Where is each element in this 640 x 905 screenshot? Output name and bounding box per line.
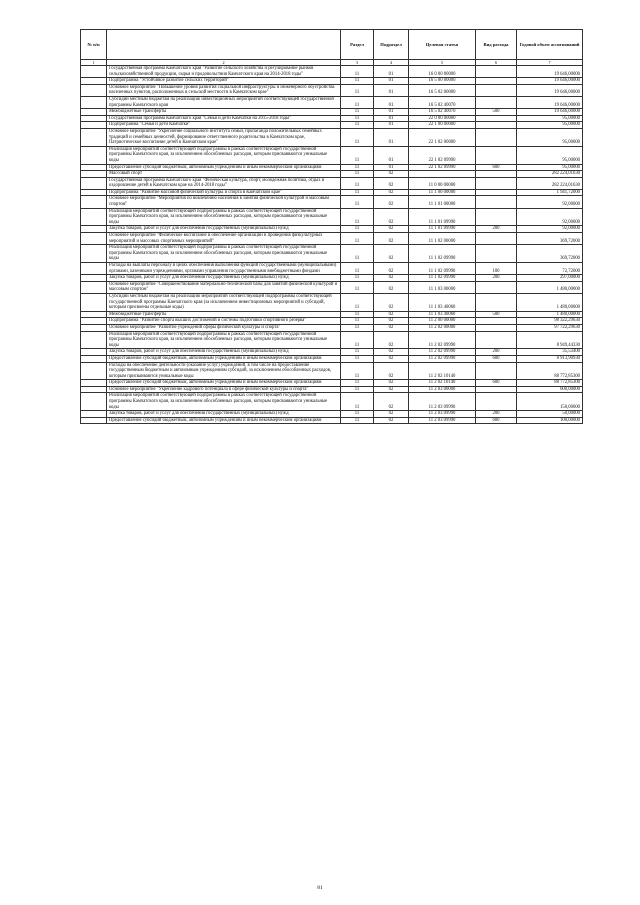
row-csr-cell: 11 1 03 40060 — [409, 311, 476, 318]
row-number-cell — [81, 362, 107, 380]
table-row — [81, 324, 583, 331]
row-number-cell — [81, 233, 107, 245]
row-sum-cell: 19 646,00000 — [517, 66, 583, 78]
row-podrazdel-cell: 02 — [374, 311, 409, 318]
row-sum-cell: 98 322,29630 — [517, 318, 583, 325]
row-number-cell — [81, 275, 107, 282]
row-vr-cell — [476, 78, 517, 85]
header-name — [107, 30, 341, 60]
row-vr-cell — [476, 281, 517, 293]
row-name-cell: Подпрограмма "Устойчивое развитие сельских территорий" — [107, 78, 341, 85]
row-podrazdel-cell: 02 — [374, 355, 409, 362]
row-name-cell: Субсидии местным бюджетам на реализацию мероприятий соответствующей подпрограммы соответствующей государственной программы Камчатского края (за исключением инвестиционных мероприятий и субсидий, которым присвоены отдельные коды) — [107, 293, 341, 311]
row-razdel-cell: 11 — [341, 318, 374, 325]
row-number-cell — [81, 177, 107, 189]
row-csr-cell: 11 2 02 09990 — [409, 331, 476, 349]
row-name-cell: Подпрограмма "Развитие массовой физической культуры и спорта в Камчатском крае" — [107, 189, 341, 196]
row-number-cell — [81, 96, 107, 108]
row-number-cell — [81, 128, 107, 146]
row-name-cell: Основное мероприятие "Мероприятия по вовлечению населения в занятия физической культурой и массовым спортом" — [107, 196, 341, 208]
row-name-cell: Закупка товаров, работ и услуг для обеспечения государственных (муниципальных) нужд — [107, 226, 341, 233]
column-number: 2 — [107, 60, 341, 66]
row-podrazdel-cell: 02 — [374, 226, 409, 233]
header-razdel: Раздел — [341, 30, 374, 60]
column-number: 5 — [409, 60, 476, 66]
row-number-cell — [81, 380, 107, 387]
row-number-cell — [81, 393, 107, 411]
row-razdel-cell: 11 — [341, 233, 374, 245]
row-csr-cell: 22 1 02 09990 — [409, 164, 476, 171]
row-csr-cell: 11 2 02 09990 — [409, 349, 476, 356]
row-sum-cell: 19 646,00000 — [517, 78, 583, 85]
table-row — [81, 164, 583, 171]
row-csr-cell: 11 1 02 09990 — [409, 245, 476, 263]
row-number-cell — [81, 293, 107, 311]
row-podrazdel-cell: 01 — [374, 78, 409, 85]
row-sum-cell: 95,00000 — [517, 122, 583, 129]
row-name-cell: Межбюджетные трансферты — [107, 109, 341, 116]
row-vr-cell: 600 — [476, 164, 517, 171]
row-razdel-cell: 11 — [341, 109, 374, 116]
row-name-cell: Реализация мероприятий соответствующей подпрограммы в рамках соответствующей государственной программы Камчатского края, за исключением обособленных расходов, которым присваиваются уникальные коды — [107, 393, 341, 411]
row-number-cell — [81, 331, 107, 349]
row-csr-cell: 11 2 03 09990 — [409, 411, 476, 418]
row-sum-cell: 369,72000 — [517, 245, 583, 263]
row-csr-cell: 11 2 02 10140 — [409, 362, 476, 380]
row-number-cell — [81, 318, 107, 325]
row-razdel-cell: 11 — [341, 331, 374, 349]
row-vr-cell: 600 — [476, 417, 517, 424]
row-name-cell: Реализация мероприятий соответствующей подпрограммы в рамках соответствующей государственной программы Камчатского края, за исключением обособленных расходов, которым присваиваются уникальные коды — [107, 208, 341, 226]
row-number-cell — [81, 324, 107, 331]
row-number-cell — [81, 281, 107, 293]
table-row — [81, 245, 583, 263]
row-razdel-cell: 11 — [341, 208, 374, 226]
row-sum-cell: 1 480,00000 — [517, 293, 583, 311]
row-vr-cell: 200 — [476, 275, 517, 282]
row-razdel-cell: 11 — [341, 263, 374, 275]
row-csr-cell: 22 1 02 00000 — [409, 128, 476, 146]
row-podrazdel-cell: 02 — [374, 362, 409, 380]
row-vr-cell — [476, 318, 517, 325]
row-sum-cell: 88 772,85300 — [517, 380, 583, 387]
row-number-cell — [81, 208, 107, 226]
table-row — [81, 293, 583, 311]
row-name-cell: Закупка товаров, работ и услуг для обеспечения государственных (муниципальных) нужд — [107, 349, 341, 356]
row-razdel-cell: 11 — [341, 311, 374, 318]
table-row — [81, 275, 583, 282]
row-number-cell — [81, 115, 107, 122]
row-csr-cell: 11 1 00 00000 — [409, 189, 476, 196]
row-sum-cell: 95,00000 — [517, 164, 583, 171]
row-razdel-cell: 11 — [341, 275, 374, 282]
row-name-cell: Государственная программа Камчатского края "Развитие сельского хозяйства и регулирование рынков сельскохозяйственной продукции, сырья и продовольствия Камчатского края на 2014-2018 годы" — [107, 66, 341, 78]
row-podrazdel-cell: 02 — [374, 208, 409, 226]
table-row — [81, 226, 583, 233]
table-row — [81, 263, 583, 275]
row-number-cell — [81, 109, 107, 116]
row-number-cell — [81, 122, 107, 129]
table-row — [81, 355, 583, 362]
row-csr-cell: 11 2 02 10140 — [409, 380, 476, 387]
row-number-cell — [81, 349, 107, 356]
row-vr-cell — [476, 196, 517, 208]
row-name-cell: Реализация мероприятий соответствующей подпрограммы в рамках соответствующей государственной программы Камчатского края, за исключением обособленных расходов, которым присваиваются уникальные коды — [107, 331, 341, 349]
row-vr-cell: 200 — [476, 349, 517, 356]
row-razdel-cell: 11 — [341, 115, 374, 122]
column-number: 6 — [476, 60, 517, 66]
row-csr-cell: 16 5 02 00000 — [409, 84, 476, 96]
row-number-cell — [81, 226, 107, 233]
table-row — [81, 417, 583, 424]
row-podrazdel-cell: 02 — [374, 324, 409, 331]
row-vr-cell — [476, 324, 517, 331]
header-podrazdel: Подраздел — [374, 30, 409, 60]
row-sum-cell: 92,00000 — [517, 196, 583, 208]
row-csr-cell: 11 2 02 09990 — [409, 355, 476, 362]
column-number: 4 — [374, 60, 409, 66]
row-podrazdel-cell: 02 — [374, 349, 409, 356]
row-number-cell — [81, 78, 107, 85]
table-row — [81, 177, 583, 189]
row-name-cell: Закупка товаров, работ и услуг для обеспечения государственных (муниципальных) нужд — [107, 411, 341, 418]
table-row — [81, 349, 583, 356]
row-podrazdel-cell: 02 — [374, 177, 409, 189]
table-row — [81, 78, 583, 85]
table-row — [81, 122, 583, 129]
row-csr-cell: 22 1 00 00000 — [409, 122, 476, 129]
row-number-cell — [81, 245, 107, 263]
table-row — [81, 331, 583, 349]
table-body — [81, 66, 583, 424]
row-sum-cell: 19 646,00000 — [517, 109, 583, 116]
column-number: 1 — [81, 60, 107, 66]
table-row — [81, 362, 583, 380]
row-podrazdel-cell: 02 — [374, 417, 409, 424]
row-number-cell — [81, 66, 107, 78]
table-row — [81, 146, 583, 164]
row-sum-cell: 600,00000 — [517, 386, 583, 393]
row-sum-cell: 50,00000 — [517, 411, 583, 418]
row-razdel-cell: 11 — [341, 293, 374, 311]
row-csr-cell: 11 1 03 40060 — [409, 293, 476, 311]
row-csr-cell: 16 5 02 40070 — [409, 109, 476, 116]
table-row — [81, 115, 583, 122]
row-podrazdel-cell: 02 — [374, 393, 409, 411]
row-podrazdel-cell: 01 — [374, 109, 409, 116]
row-csr-cell: 11 1 01 09990 — [409, 226, 476, 233]
row-vr-cell — [476, 84, 517, 96]
row-razdel-cell: 11 — [341, 84, 374, 96]
row-razdel-cell: 11 — [341, 362, 374, 380]
row-podrazdel-cell: 01 — [374, 84, 409, 96]
row-csr-cell: 11 0 00 00000 — [409, 177, 476, 189]
row-razdel-cell: 11 — [341, 189, 374, 196]
row-name-cell: Государственная программа Камчатского края "Физическая культура, спорт, молодежная политика, отдых и оздоровление детей в Камчатском крае на 2014-2018 годы" — [107, 177, 341, 189]
row-vr-cell: 500 — [476, 311, 517, 318]
row-sum-cell: 369,72000 — [517, 233, 583, 245]
row-podrazdel-cell: 01 — [374, 128, 409, 146]
row-csr-cell: 16 5 02 40070 — [409, 96, 476, 108]
column-number: 3 — [341, 60, 374, 66]
table-row — [81, 386, 583, 393]
row-sum-cell: 95,00000 — [517, 115, 583, 122]
row-sum-cell: 1 480,00000 — [517, 281, 583, 293]
row-csr-cell: 16 0 00 00000 — [409, 66, 476, 78]
row-name-cell: Основное мероприятие "Укрепление кадрового потенциала в сфере физической культуры и спорта" — [107, 386, 341, 393]
row-razdel-cell: 11 — [341, 96, 374, 108]
row-vr-cell — [476, 122, 517, 129]
row-sum-cell: 282 224,01630 — [517, 177, 583, 189]
row-number-cell — [81, 196, 107, 208]
row-vr-cell — [476, 362, 517, 380]
row-csr-cell: 11 1 02 00000 — [409, 233, 476, 245]
row-sum-cell: 100,00000 — [517, 417, 583, 424]
table-row — [81, 128, 583, 146]
row-name-cell: Массовый спорт — [107, 171, 341, 178]
row-razdel-cell: 11 — [341, 128, 374, 146]
row-razdel-cell: 11 — [341, 196, 374, 208]
row-sum-cell: 1 480,00000 — [517, 311, 583, 318]
row-name-cell: Предоставление субсидий бюджетным, автономным учреждениям и иным некоммерческим организациям — [107, 380, 341, 387]
row-sum-cell: 8 949,44330 — [517, 331, 583, 349]
row-sum-cell: 97 722,29630 — [517, 324, 583, 331]
row-name-cell: Реализация мероприятий соответствующей подпрограммы в рамках соответствующей государственной программы Камчатского края, за исключением обособленных расходов, которым присваиваются уникальные коды — [107, 245, 341, 263]
budget-table — [80, 29, 583, 424]
row-csr-cell: 11 2 00 00000 — [409, 318, 476, 325]
row-number-cell — [81, 417, 107, 424]
row-csr-cell: 11 2 02 00000 — [409, 324, 476, 331]
row-podrazdel-cell: 02 — [374, 233, 409, 245]
row-razdel-cell: 11 — [341, 355, 374, 362]
row-razdel-cell: 11 — [341, 78, 374, 85]
row-csr-cell: 11 1 02 09990 — [409, 263, 476, 275]
row-vr-cell — [476, 331, 517, 349]
row-sum-cell: 1 941,72000 — [517, 189, 583, 196]
row-name-cell: Предоставление субсидий бюджетным, автономным учреждениям и иным некоммерческим организациям — [107, 355, 341, 362]
row-podrazdel-cell: 01 — [374, 164, 409, 171]
row-csr-cell: 11 1 01 09990 — [409, 208, 476, 226]
row-number-cell — [81, 263, 107, 275]
row-razdel-cell: 11 — [341, 177, 374, 189]
row-razdel-cell: 11 — [341, 164, 374, 171]
table-row — [81, 233, 583, 245]
row-number-cell — [81, 411, 107, 418]
row-vr-cell — [476, 146, 517, 164]
row-name-cell: Предоставление субсидий бюджетным, автономным учреждениям и иным некоммерческим организациям — [107, 164, 341, 171]
column-number: 7 — [517, 60, 583, 66]
row-name-cell: Субсидии местным бюджетам на реализацию инвестиционных мероприятий соответствующей государственной программы Камчатского края — [107, 96, 341, 108]
row-podrazdel-cell: 02 — [374, 263, 409, 275]
row-name-cell: Основное мероприятие "Физическое воспитание и обеспечение организации и проведения физкультурных мероприятий и массовых спортивных мероприятий" — [107, 233, 341, 245]
table-row — [81, 96, 583, 108]
row-vr-cell — [476, 115, 517, 122]
row-csr-cell: 11 1 01 00000 — [409, 196, 476, 208]
header-num: № п/п — [81, 30, 107, 60]
row-number-cell — [81, 164, 107, 171]
row-vr-cell — [476, 233, 517, 245]
row-name-cell: Основное мероприятие "Повышение уровня развития социальной инфраструктуры и инженерного обустройства населенных пунктов, расположенных в сельской местности в Камчатском крае" — [107, 84, 341, 96]
row-razdel-cell: 11 — [341, 386, 374, 393]
row-razdel-cell: 11 — [341, 349, 374, 356]
row-vr-cell — [476, 386, 517, 393]
row-name-cell: Основное мероприятие "Совершенствование материально-технической базы для занятий физической культурой и массовым спортом" — [107, 281, 341, 293]
row-vr-cell: 600 — [476, 380, 517, 387]
row-razdel-cell: 11 — [341, 171, 374, 178]
row-podrazdel-cell: 02 — [374, 293, 409, 311]
row-number-cell — [81, 189, 107, 196]
row-csr-cell: 11 2 03 00000 — [409, 386, 476, 393]
table-row — [81, 318, 583, 325]
table-row — [81, 380, 583, 387]
row-razdel-cell: 11 — [341, 281, 374, 293]
row-name-cell: Подпрограмма "Семья и дети Камчатки" — [107, 122, 341, 129]
row-number-cell — [81, 311, 107, 318]
table-row — [81, 189, 583, 196]
table-row — [81, 66, 583, 78]
row-sum-cell: 92,00000 — [517, 208, 583, 226]
row-name-cell: Подпрограмма "Развитие спорта высших достижений и системы подготовки спортивного резерва" — [107, 318, 341, 325]
row-razdel-cell: 11 — [341, 245, 374, 263]
row-sum-cell: 19 646,00000 — [517, 84, 583, 96]
row-number-cell — [81, 84, 107, 96]
table-row — [81, 311, 583, 318]
row-sum-cell: 35,53400 — [517, 349, 583, 356]
row-podrazdel-cell: 02 — [374, 380, 409, 387]
row-number-cell — [81, 386, 107, 393]
row-razdel-cell: 11 — [341, 417, 374, 424]
row-csr-cell: 11 1 03 00000 — [409, 281, 476, 293]
header-sum: Годовой объем ассигнований — [517, 30, 583, 60]
row-csr-cell: 11 1 02 09990 — [409, 275, 476, 282]
row-podrazdel-cell: 02 — [374, 171, 409, 178]
row-podrazdel-cell: 01 — [374, 146, 409, 164]
table-row — [81, 411, 583, 418]
row-vr-cell — [476, 293, 517, 311]
row-razdel-cell: 11 — [341, 122, 374, 129]
row-vr-cell — [476, 189, 517, 196]
table-row — [81, 208, 583, 226]
row-podrazdel-cell: 01 — [374, 115, 409, 122]
row-razdel-cell: 11 — [341, 146, 374, 164]
row-csr-cell: 16 5 00 00000 — [409, 78, 476, 85]
row-sum-cell: 8 913,90930 — [517, 355, 583, 362]
table-row — [81, 393, 583, 411]
row-podrazdel-cell: 02 — [374, 411, 409, 418]
row-csr-cell: 11 2 03 09990 — [409, 417, 476, 424]
row-sum-cell: 95,00000 — [517, 128, 583, 146]
row-podrazdel-cell: 02 — [374, 245, 409, 263]
row-sum-cell: 297,00000 — [517, 275, 583, 282]
row-vr-cell: 600 — [476, 355, 517, 362]
row-csr-cell: 11 2 03 09990 — [409, 393, 476, 411]
row-podrazdel-cell: 02 — [374, 331, 409, 349]
row-vr-cell — [476, 66, 517, 78]
row-sum-cell: 282 224,01630 — [517, 171, 583, 178]
row-name-cell: Предоставление субсидий бюджетным, автономным учреждениям и иным некоммерческим организациям — [107, 417, 341, 424]
row-vr-cell: 100 — [476, 263, 517, 275]
row-csr-cell — [409, 171, 476, 178]
row-vr-cell: 200 — [476, 226, 517, 233]
row-vr-cell: 200 — [476, 411, 517, 418]
row-number-cell — [81, 146, 107, 164]
row-name-cell: Расходы на обеспечение деятельности (оказание услуг) учреждений, в том числе на предоставление государственным бюджетным и автономным учреждениям субсидий, за исключением обособленных расходов, которым присваиваются уникальные коды — [107, 362, 341, 380]
row-sum-cell: 95,00000 — [517, 146, 583, 164]
row-vr-cell — [476, 208, 517, 226]
row-podrazdel-cell: 01 — [374, 96, 409, 108]
row-podrazdel-cell: 02 — [374, 275, 409, 282]
row-podrazdel-cell: 01 — [374, 122, 409, 129]
row-name-cell: Расходы на выплаты персоналу в целях обеспечения выполнения функций государственными (муниципальными) органами, казенными учреждениями, органами управления государственными внебюджетными фондами — [107, 263, 341, 275]
row-vr-cell: 500 — [476, 109, 517, 116]
row-name-cell: Закупка товаров, работ и услуг для обеспечения государственных (муниципальных) нужд — [107, 275, 341, 282]
row-sum-cell: 92,00000 — [517, 226, 583, 233]
page-number: 81 — [317, 885, 323, 891]
row-name-cell: Межбюджетные трансферты — [107, 311, 341, 318]
row-razdel-cell: 11 — [341, 324, 374, 331]
row-csr-cell: 22 0 00 00000 — [409, 115, 476, 122]
row-razdel-cell: 11 — [341, 393, 374, 411]
row-name-cell: Государственная программа Камчатского края "Семья и дети Камчатки на 2015-2018 годы" — [107, 115, 341, 122]
row-vr-cell — [476, 171, 517, 178]
row-razdel-cell: 11 — [341, 380, 374, 387]
row-vr-cell — [476, 128, 517, 146]
row-podrazdel-cell: 02 — [374, 281, 409, 293]
row-vr-cell — [476, 96, 517, 108]
table-row — [81, 109, 583, 116]
row-podrazdel-cell: 02 — [374, 189, 409, 196]
row-sum-cell: 150,00000 — [517, 393, 583, 411]
table-row — [81, 171, 583, 178]
row-name-cell: Основное мероприятие "Укрепление социального института семьи, пропаганда положительных семейных традиций и семейных ценностей, формирование ответственного родительства в Камчатском крае, Патриотическое воспитание детей в Камчатском крае" — [107, 128, 341, 146]
row-podrazdel-cell: 02 — [374, 196, 409, 208]
row-razdel-cell: 11 — [341, 226, 374, 233]
table-row — [81, 281, 583, 293]
header-csr: Целевая статья — [409, 30, 476, 60]
row-number-cell — [81, 355, 107, 362]
row-podrazdel-cell: 02 — [374, 386, 409, 393]
row-number-cell — [81, 171, 107, 178]
row-name-cell: Основное мероприятие "Развитие учреждений сферы физической культуры и спорта" — [107, 324, 341, 331]
table-row — [81, 196, 583, 208]
row-csr-cell: 22 1 02 09990 — [409, 146, 476, 164]
row-name-cell: Реализация мероприятий соответствующей подпрограммы в рамках соответствующей государственной программы Камчатского края, за исключением обособленных расходов, которым присваиваются уникальные коды — [107, 146, 341, 164]
row-podrazdel-cell: 02 — [374, 318, 409, 325]
row-podrazdel-cell: 01 — [374, 66, 409, 78]
table-row — [81, 84, 583, 96]
row-vr-cell — [476, 177, 517, 189]
row-razdel-cell: 11 — [341, 66, 374, 78]
header-row — [81, 30, 583, 60]
row-vr-cell — [476, 393, 517, 411]
row-razdel-cell: 11 — [341, 411, 374, 418]
row-sum-cell: 72,72000 — [517, 263, 583, 275]
row-sum-cell: 19 646,00000 — [517, 96, 583, 108]
header-vr: Вид расхода — [476, 30, 517, 60]
row-sum-cell: 88 772,85300 — [517, 362, 583, 380]
row-vr-cell — [476, 245, 517, 263]
